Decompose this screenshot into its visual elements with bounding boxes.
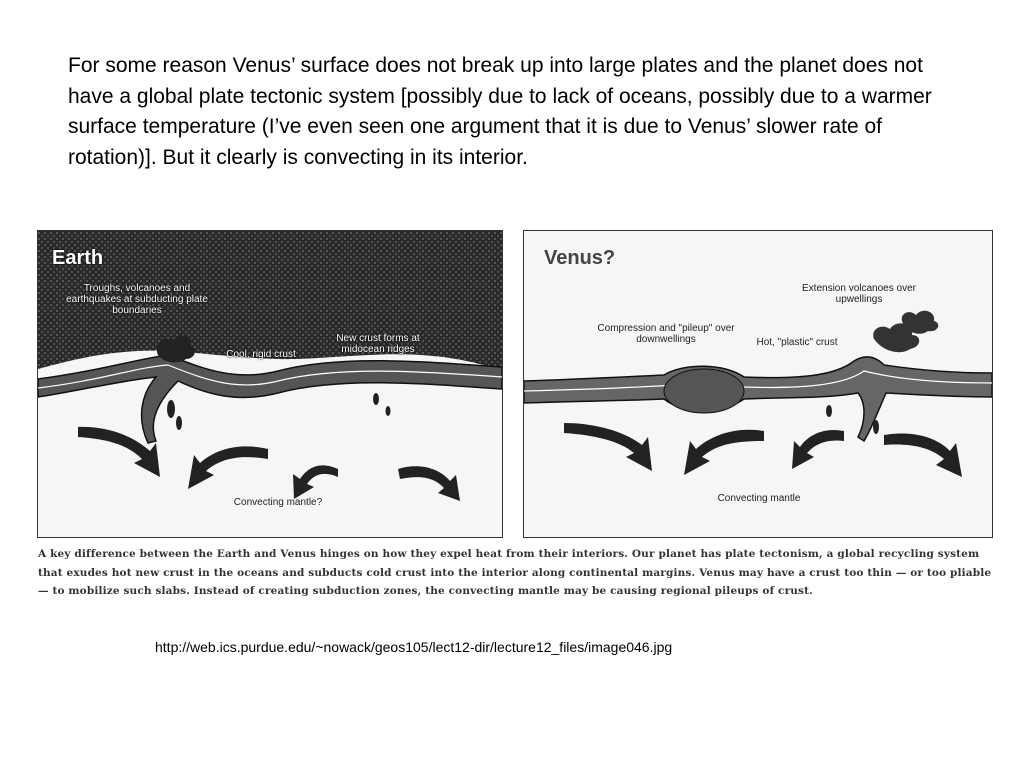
venus-label-mantle: Convecting mantle (717, 493, 801, 504)
venus-drip (873, 420, 879, 434)
source-url: http://web.ics.purdue.edu/~nowack/geos105/lect12-dir/lecture12_files/image046.jpg (155, 639, 673, 655)
earth-label-troughs: Troughs, volcanoes and earthquakes at subducting plate boundaries (66, 283, 208, 316)
venus-label-extension: Extension volcanoes over upwellings (802, 283, 916, 305)
venus-arrow (684, 430, 764, 475)
earth-slab-blob (167, 400, 175, 418)
earth-slab-blob (176, 416, 182, 430)
earth-arrow (398, 466, 460, 501)
venus-pileup (664, 369, 744, 413)
earth-label-mantle: Convecting mantle? (233, 497, 323, 508)
earth-venus-figure (30, 226, 1000, 621)
venus-panel (523, 230, 993, 538)
venus-label-compression: Compression and "pileup" over downwellings (597, 323, 735, 345)
venus-drip (826, 405, 832, 417)
venus-arrow (792, 430, 844, 469)
intro-paragraph: For some reason Venus’ surface does not break up into large plates and the planet does not have a global plate tectonic system [possibly due to lack of oceans, possibly due to a warmer surface temperature (I’ve even seen one argument that it is due to Venus’ slower rate of rotation)]. But it clearly is convecting in its interior. (68, 54, 932, 169)
earth-arrow (293, 465, 338, 499)
earth-diagram (38, 231, 502, 537)
venus-diagram (524, 231, 992, 537)
venus-label-hot-crust: Hot, "plastic" crust (756, 337, 838, 348)
earth-panel (37, 230, 503, 538)
earth-label-new-crust: New crust forms at midocean ridges (336, 333, 420, 355)
earth-drip (373, 393, 379, 405)
venus-arrow (884, 434, 962, 477)
earth-title: Earth (52, 247, 104, 269)
earth-arrow (188, 446, 268, 489)
venus-title: Venus? (544, 247, 616, 269)
figure-caption: A key difference between the Earth and Venus hinges on how they expel heat from their interiors. Our planet has plate tectonism, a global recycling system that exudes hot new crust in the oceans and subducts cold crust into the interior along continental margins. Venus may have a crust too thin — or too pliable — to mobilize such slabs. Instead of creating subduction zones, the convecting mantle may be causing regional pileups of crust. (38, 548, 992, 597)
earth-label-cool-crust: Cool, rigid crust (226, 349, 296, 360)
venus-arrow (564, 423, 652, 471)
earth-drip (386, 406, 391, 416)
